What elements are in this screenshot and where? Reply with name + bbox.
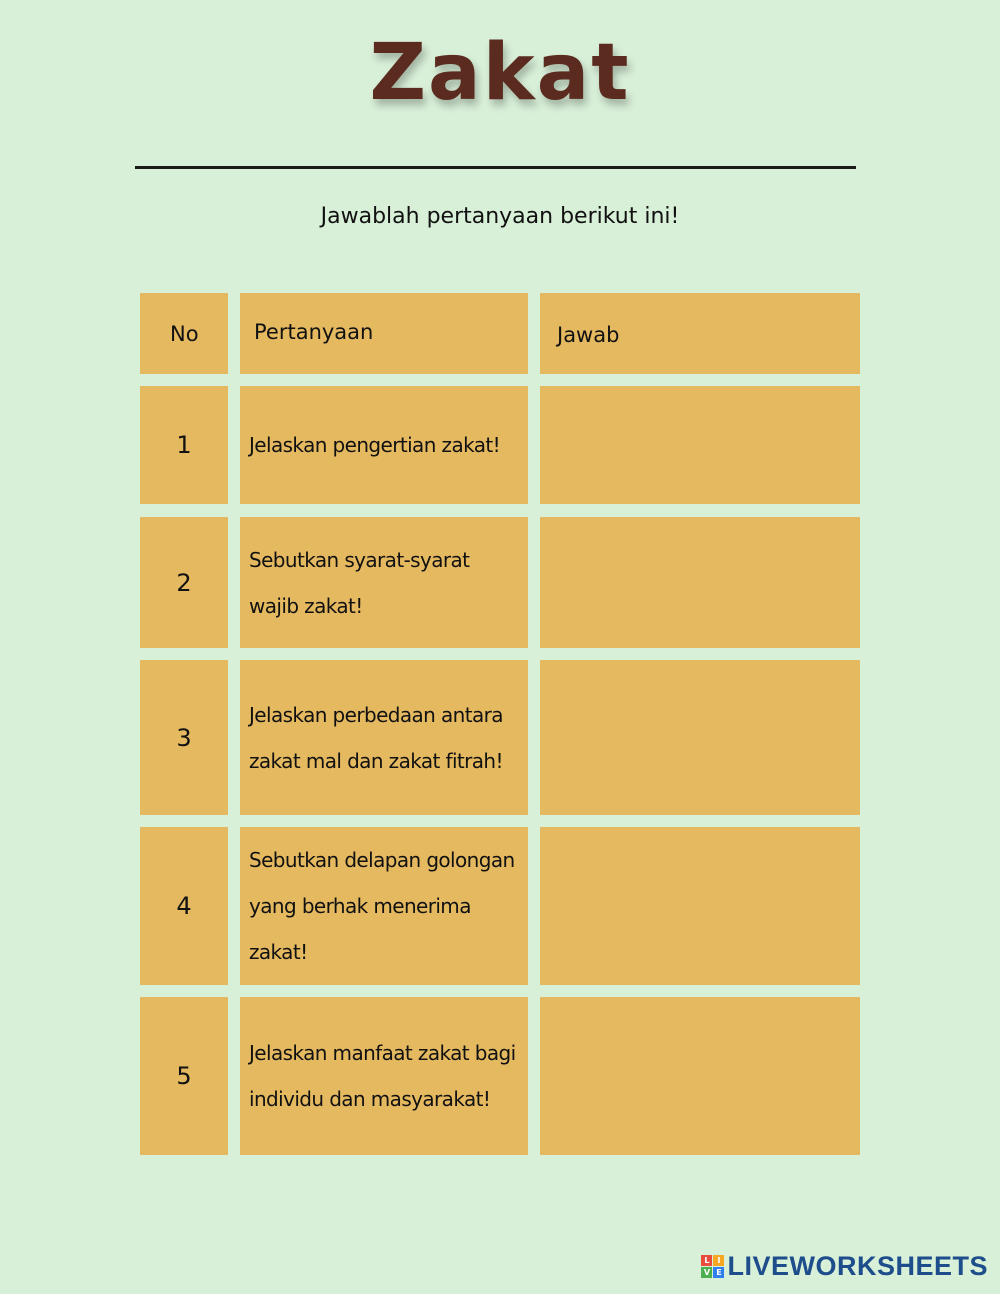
title-divider	[135, 166, 856, 169]
question-line: Sebutkan delapan golongan	[249, 848, 515, 872]
question-line: zakat mal dan zakat fitrah!	[249, 748, 503, 773]
instruction-text: Jawablah pertanyaan berikut ini!	[320, 204, 680, 229]
row-number: 5	[176, 1062, 192, 1090]
row-4-no-cell	[140, 827, 228, 985]
row-2-no-cell	[140, 517, 228, 648]
question-line: wajib zakat!	[249, 593, 363, 618]
question-text	[249, 1030, 526, 1122]
liveworksheets-brand[interactable]	[701, 1251, 988, 1282]
row-5-no-cell	[140, 997, 228, 1155]
header-answer-label: Jawab	[557, 323, 620, 348]
header-no-label: No	[170, 321, 199, 346]
question-text	[249, 422, 526, 468]
row-1-answer-input[interactable]	[540, 386, 860, 504]
question-text	[249, 692, 526, 784]
question-text	[249, 837, 526, 975]
logo-letter: L	[701, 1255, 712, 1266]
question-text	[249, 537, 526, 629]
question-line: Jelaskan pengertian zakat!	[249, 433, 501, 457]
row-3-no-cell	[140, 660, 228, 815]
row-3-question-cell	[240, 660, 528, 815]
question-line: Sebutkan syarat-syarat	[249, 547, 470, 572]
liveworksheets-logo-icon	[701, 1255, 724, 1278]
page-title: Zakat	[369, 28, 631, 118]
row-number: 2	[176, 568, 192, 597]
row-4-question-cell	[240, 827, 528, 985]
row-4-answer-input[interactable]	[540, 827, 860, 985]
row-2-answer-input[interactable]	[540, 517, 860, 648]
row-3-answer-input[interactable]	[540, 660, 860, 815]
row-number: 1	[176, 431, 192, 459]
logo-letter: V	[701, 1267, 712, 1278]
brand-name: LIVEWORKSHEETS	[727, 1251, 988, 1281]
header-no-cell	[140, 293, 228, 374]
row-5-question-cell	[240, 997, 528, 1155]
row-number: 3	[176, 723, 192, 752]
header-question-cell	[240, 293, 528, 374]
question-line: yang berhak menerima zakat!	[249, 894, 471, 964]
question-line: individu dan masyarakat!	[249, 1087, 491, 1111]
header-question-label: Pertanyaan	[254, 319, 374, 344]
header-answer-cell	[540, 293, 860, 374]
row-1-question-cell	[240, 386, 528, 504]
logo-letter: E	[713, 1267, 724, 1278]
row-2-question-cell	[240, 517, 528, 648]
row-5-answer-input[interactable]	[540, 997, 860, 1155]
row-number: 4	[176, 892, 192, 920]
row-1-no-cell	[140, 386, 228, 504]
question-line: Jelaskan manfaat zakat bagi	[249, 1041, 516, 1065]
logo-letter: I	[713, 1255, 724, 1266]
question-line: Jelaskan perbedaan antara	[249, 702, 503, 727]
